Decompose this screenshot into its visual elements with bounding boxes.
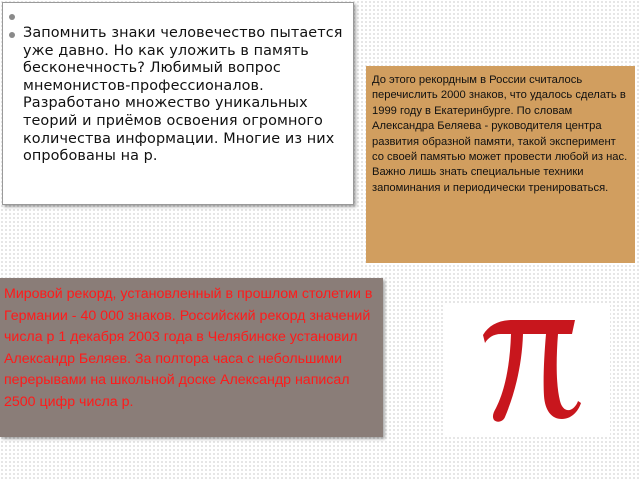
bullet-icon	[9, 14, 15, 20]
pi-image	[443, 305, 610, 435]
list-item	[7, 25, 347, 166]
russia-record-text: До этого рекордным в России считалось перечислить 2000 знаков, что удалось сделать в 1999 году в Екатеринбурге. По словам Александра Беляева - руководителя центра развития образной памяти, такой эксперимент со своей памятью может провести любой из нас. Важно лишь знать специальные техники запоминания и периодически тренироваться.	[372, 74, 628, 194]
list-item	[7, 7, 347, 25]
russia-record-box	[366, 66, 635, 263]
pi-symbol-icon	[443, 305, 610, 435]
bullet-icon	[9, 32, 15, 38]
world-record-text: Мировой рекорд, установленный в прошлом столетии в Германии - 40 000 знаков. Российский рекорд значений числа р 1 декабря 2003 года в Челябинске установил Александр Беляев. За полтора часа с небольшими перерывами на школьной доске Александр написал 2500 цифр числа р.	[4, 286, 373, 410]
world-record-box	[0, 278, 383, 437]
intro-bullet-list	[7, 7, 347, 166]
intro-text-box	[2, 2, 354, 205]
bullet-text: Запомнить знаки человечество пытается уже давно. Но как уложить в память бесконечность? Любимый вопрос мнемонистов-профессионалов. Разработано множество уникальных теорий и приёмов освоения огромного количества информации. Многие из них опробованы на р.	[23, 25, 343, 165]
